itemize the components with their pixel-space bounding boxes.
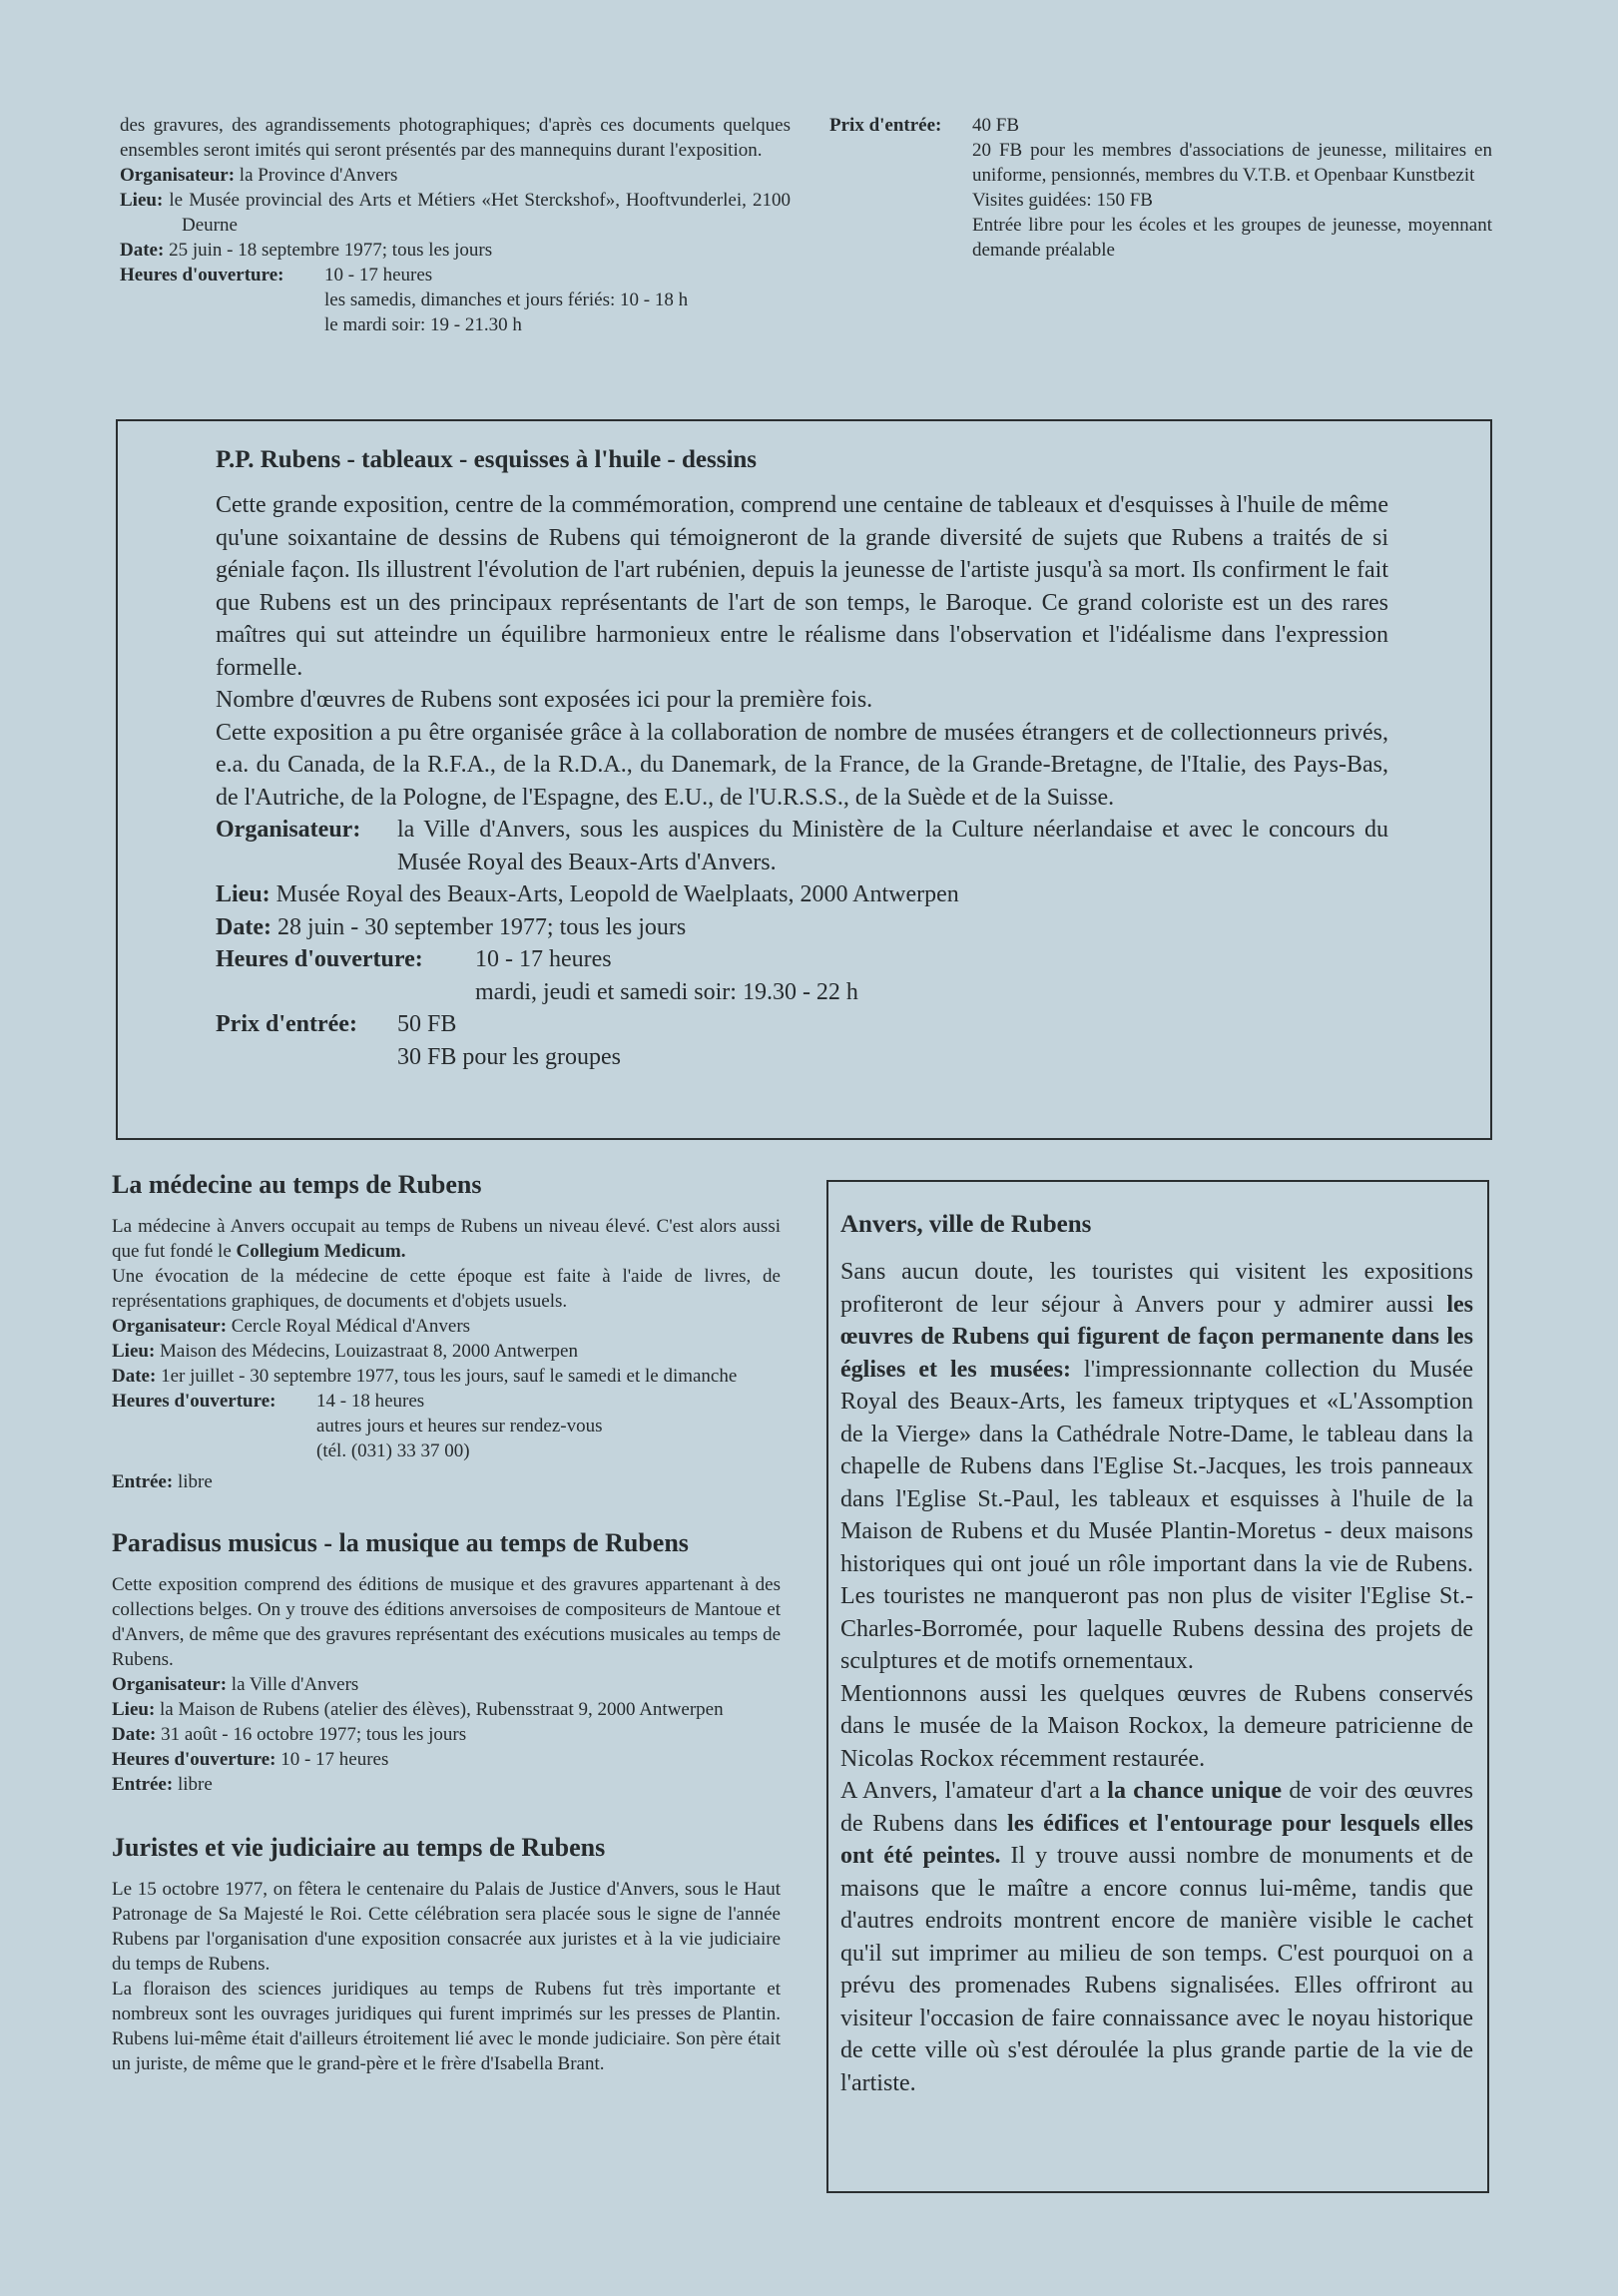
entree-label: Entrée:	[112, 1471, 174, 1492]
organisateur-value: la Province d'Anvers	[239, 165, 398, 186]
heures-label: Heures d'ouverture:	[120, 265, 284, 286]
entree-value: libre	[177, 1774, 213, 1795]
date-value: 28 juin - 30 september 1977; tous les jours	[276, 913, 687, 940]
anvers-paragraph: A Anvers, l'amateur d'art a la chance unique de voir des œuvres de Rubens dans les édifices et l'entourage pour lesquels elles ont été peintes. Il y trouve aussi nombre de monuments et de maisons que le maître a encore connus lui-même, tandis que d'autres endroits montrent encore de manière visible le cachet qu'il sut imprimer au milieu de son temps. C'est pourquoi on a prévu des promenades Rubens signalisées. Elles offriront au visiteur l'occasion de faire connaissance avec le noyau historique de cette ville où s'est déroulée la plus grande partie de la vie de l'artiste.	[840, 1778, 1474, 2096]
lieu-label: Lieu:	[112, 1341, 156, 1362]
prix-line: 40 FB	[972, 115, 1019, 136]
date-value: 31 août - 16 octobre 1977; tous les jours	[161, 1724, 467, 1745]
lieu-value: le Musée provincial des Arts et Métiers «Het Sterckshof», Hooftvunderlei, 2100 Deurne	[169, 190, 792, 236]
heures-label: Heures d'ouverture:	[112, 1749, 276, 1770]
heures-label: Heures d'ouverture:	[112, 1391, 276, 1412]
anvers-paragraph: Sans aucun doute, les touristes qui visitent les expositions profiteront de leur séjour à Anvers pour y admirer aussi les œuvres de Rubens qui figurent de façon permanente dans les églises et les musées: l'impressionnante collection du Musée Royal des Beaux-Arts, les fameux triptyques et «L'Assomption de la Vierge» dans la Cathédrale Notre-Dame, le tableau dans la chapelle de Rubens dans l'Eglise St.-Jacques, les trois panneaux dans l'Eglise St.-Paul, les tableaux et esquisses à l'huile de la Maison de Rubens et du Musée Plantin-Moretus - deux maisons historiques qui ont joué un rôle important dans la vie de Rubens. Les touristes ne manqueront pas non plus de visiter l'Eglise St.-Charles-Borromée, pour laquelle Rubens dessina des projets de sculptures et de motifs ornementaux.	[840, 1259, 1474, 1674]
lieu-label: Lieu:	[112, 1699, 156, 1720]
anvers-title: Anvers, ville de Rubens	[840, 1211, 1092, 1238]
lieu-value: Musée Royal des Beaux-Arts, Leopold de Waelplaats, 2000 Antwerpen	[275, 881, 959, 907]
heures-line: mardi, jeudi et samedi soir: 19.30 - 22 h	[475, 978, 858, 1005]
lieu-value: la Maison de Rubens (atelier des élèves), Rubensstraat 9, 2000 Antwerpen	[160, 1699, 724, 1720]
prix-label: Prix d'entrée:	[216, 1011, 357, 1037]
lieu-label: Lieu:	[216, 881, 270, 907]
juristes-title: Juristes et vie judiciaire au temps de Rubens	[112, 1833, 606, 1862]
musique-title: Paradisus musicus - la musique au temps de Rubens	[112, 1528, 689, 1557]
collegium-medicum: Collegium Medicum.	[236, 1241, 406, 1262]
musique-intro: Cette exposition comprend des éditions de musique et des gravures appartenant à des collections belges. On y trouve des éditions anversoises de compositeurs de Mantoue et d'Anvers, de même que des gravures représentant des exécutions musicales au temps de Rubens.	[112, 1574, 781, 1670]
anvers-box	[826, 1180, 1489, 2193]
date-value: 25 juin - 18 septembre 1977; tous les jours	[169, 240, 493, 261]
date-label: Date:	[120, 240, 165, 261]
box-paragraph: Cette exposition a pu être organisée grâce à la collaboration de nombre de musées étrangers et de collectionneurs privés, e.a. du Canada, de la R.F.A., de la R.D.A., du Danemark, de la France, de la Grande-Bretagne, de l'Italie, des Pays-Bas, de l'Autriche, de la Pologne, de l'Espagne, des E.U., de l'U.R.S.S., de la Suède et de la Suisse.	[216, 719, 1388, 811]
prix-line: Entrée libre pour les écoles et les groupes de jeunesse, moyennant demande préalable	[972, 215, 1492, 261]
anvers-highlight: les œuvres de Rubens qui figurent de façon permanente dans les églises et les musées:	[840, 1291, 1473, 1383]
heures-line: (tél. (031) 33 37 00)	[316, 1440, 470, 1461]
anvers-highlight: les édifices et l'entourage pour lesquels elles ont été peintes.	[840, 1810, 1473, 1869]
heures-line: 14 - 18 heures	[316, 1391, 425, 1412]
heures-line: autres jours et heures sur rendez-vous	[316, 1416, 603, 1436]
entree-value: libre	[177, 1471, 213, 1492]
heures-line: 10 - 17 heures	[324, 265, 433, 286]
juristes-paragraph: Le 15 octobre 1977, on fêtera le centenaire du Palais de Justice d'Anvers, sous le Haut Patronage de Sa Majesté le Roi. Cette célébration sera placée sous le signe de l'année Rubens par l'organisation d'une exposition consacrée aux juristes et à la vie judiciaire du temps de Rubens.	[112, 1879, 781, 1975]
organisateur-label: Organisateur:	[216, 817, 361, 843]
anvers-highlight: la chance unique	[1107, 1778, 1282, 1804]
organisateur-label: Organisateur:	[112, 1316, 228, 1337]
prix-line: 50 FB	[397, 1011, 457, 1037]
heures-line: les samedis, dimanches et jours fériés: 10 - 18 h	[324, 289, 689, 310]
box-paragraph: Nombre d'œuvres de Rubens sont exposées ici pour la première fois.	[216, 687, 873, 713]
heures-value: 10 - 17 heures	[280, 1749, 389, 1770]
date-value: 1er juillet - 30 septembre 1977, tous les jours, sauf le samedi et le dimanche	[161, 1366, 738, 1387]
heures-line: 10 - 17 heures	[475, 946, 612, 972]
medecine-title: La médecine au temps de Rubens	[112, 1170, 482, 1199]
date-label: Date:	[216, 913, 271, 940]
date-label: Date:	[112, 1724, 157, 1745]
lieu-label: Lieu:	[120, 190, 164, 211]
organisateur-label: Organisateur:	[112, 1674, 228, 1695]
lieu-value: Maison des Médecins, Louizastraat 8, 2000 Antwerpen	[160, 1341, 578, 1362]
organisateur-label: Organisateur:	[120, 165, 236, 186]
juristes-paragraph: La floraison des sciences juridiques au temps de Rubens fut très importante et nombreux sont les ouvrages juridiques qui furent imprimés sur les presses de Plantin. Rubens lui-même était d'ailleurs étroitement lié avec le monde judiciaire. Son père était un juriste, de même que le grand-père et le frère d'Isabella Brant.	[112, 1979, 781, 2074]
heures-line: le mardi soir: 19 - 21.30 h	[324, 314, 522, 335]
intro-text: des gravures, des agrandissements photographiques; d'après ces documents quelques ensembles seront imités qui seront présentés par des mannequins durant l'exposition.	[120, 115, 791, 161]
top-right-section	[829, 113, 1492, 263]
organisateur-value: Cercle Royal Médical d'Anvers	[231, 1316, 471, 1337]
prix-line: Visites guidées: 150 FB	[972, 190, 1153, 211]
medecine-intro-2: Une évocation de la médecine de cette époque est faite à l'aide de livres, de représentations graphiques, de documents et d'objets usuels.	[112, 1266, 781, 1312]
box-paragraph: Cette grande exposition, centre de la commémoration, comprend une centaine de tableaux et d'esquisses à l'huile de même qu'une soixantaine de dessins de Rubens qui témoigneront de la grande diversité de sujets que Rubens a traités de si géniale façon. Ils illustrent l'évolution de l'art rubénien, depuis la jeunesse de l'artiste jusqu'à sa mort. Ils confirment le fait que Rubens est un des principaux représentants de l'art de son temps, le Baroque. Ce grand coloriste est un des rares maîtres qui sut atteindre un équilibre harmonieux entre le réalisme dans l'observation et l'idéalisme dans l'expression formelle.	[216, 492, 1388, 681]
rubens-exhibition-box	[116, 419, 1492, 1140]
prix-label: Prix d'entrée:	[829, 115, 942, 136]
medecine-intro: La médecine à Anvers occupait au temps de Rubens un niveau élevé. C'est alors aussi que fut fondé le Collegium Medicum.	[112, 1216, 781, 1262]
organisateur-value: la Ville d'Anvers	[231, 1674, 359, 1695]
entree-label: Entrée:	[112, 1774, 174, 1795]
prix-line: 30 FB pour les groupes	[397, 1043, 621, 1070]
box-title: P.P. Rubens - tableaux - esquisses à l'huile - dessins	[216, 446, 758, 473]
top-left-section	[120, 113, 791, 337]
heures-label: Heures d'ouverture:	[216, 946, 423, 972]
left-column	[112, 1170, 781, 2076]
anvers-paragraph: Mentionnons aussi les quelques œuvres de Rubens conservés dans le musée de la Maison Rockox, la demeure patricienne de Nicolas Rockox récemment restaurée.	[840, 1680, 1473, 1772]
organisateur-value: la Ville d'Anvers, sous les auspices du Ministère de la Culture néerlandaise et avec le concours du Musée Royal des Beaux-Arts d'Anvers.	[397, 817, 1388, 875]
date-label: Date:	[112, 1366, 157, 1387]
prix-line: 20 FB pour les membres d'associations de jeunesse, militaires en uniforme, pensionnés, membres du V.T.B. et Openbaar Kunstbezit	[972, 140, 1492, 186]
